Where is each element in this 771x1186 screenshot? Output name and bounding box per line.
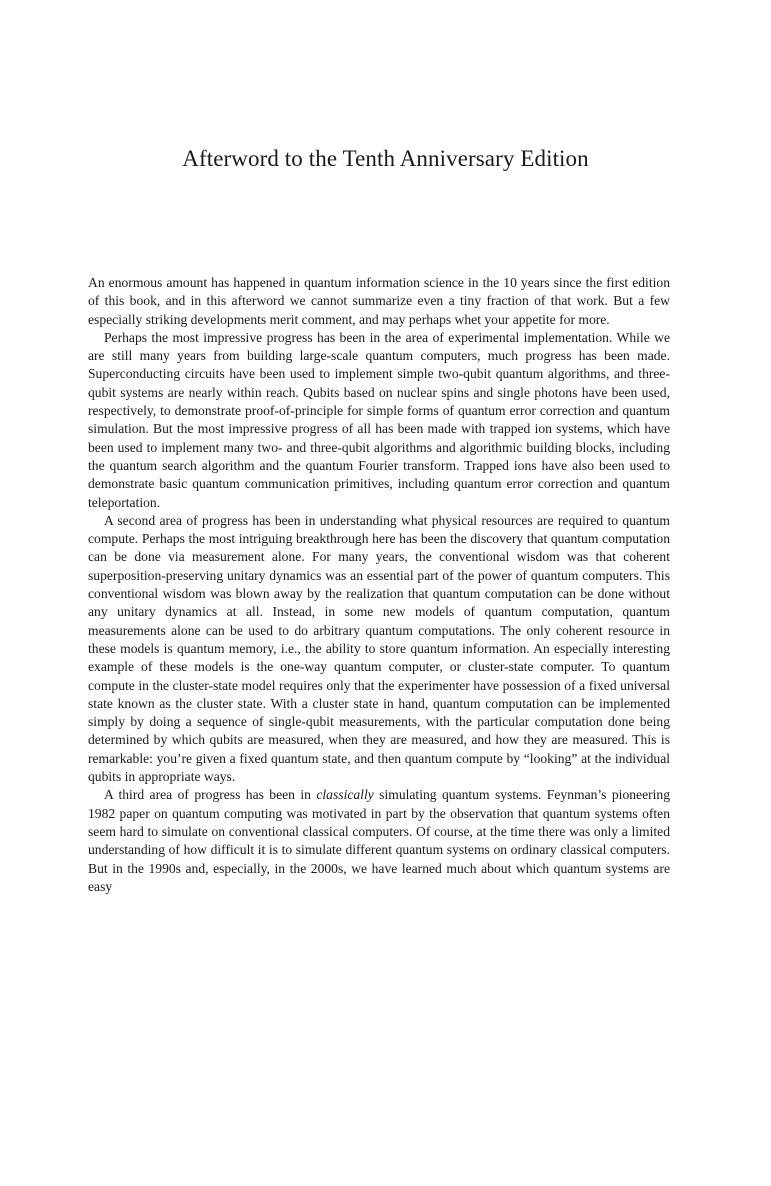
paragraph-4-start: A third area of progress has been in — [104, 787, 317, 803]
body-text — [88, 274, 670, 896]
paragraph-4 — [88, 786, 670, 896]
paragraph-1: An enormous amount has happened in quantum information science in the 10 years since the first edition of this book, and in this afterword we cannot summarize even a tiny fraction of that work. But a few especially striking developments merit comment, and may perhaps whet your appetite for more. — [88, 275, 670, 327]
paragraph-4-rest: simulating quantum systems. Feynman’s pioneering 1982 paper on quantum computing was motivated in part by the observation that quantum systems often seem hard to simulate on conventional classical computers. Of course, at the time there was only a limited understanding of how difficult it is to simulate different quantum systems on ordinary classical computers. But in the 1990s and, especially, in the 2000s, we have learned much about which quantum systems are easy — [88, 787, 671, 894]
chapter-title: Afterword to the Tenth Anniversary Edition — [182, 146, 589, 171]
emphasis-classically: classically — [316, 787, 374, 803]
paragraph-3: A second area of progress has been in understanding what physical resources are required to quantum compute. Perhaps the most intriguing breakthrough here has been the discovery that quantum computation can be done via measurement alone. For many years, the conventional wisdom was that coherent superposition-preserving unitary dynamics was an essential part of the power of quantum computers. This conventional wisdom was blown away by the realization that quantum computation can be done without any unitary dynamics at all. Instead, in some new models of quantum computation, quantum measurements alone can be used to do arbitrary quantum computations. The only coherent resource in these models is quantum memory, i.e., the ability to store quantum information. An especially interesting example of these models is the one-way quantum computer, or cluster-state computer. To quantum compute in the cluster-state model requires only that the experimenter have possession of a fixed universal state known as the cluster state. With a cluster state in hand, quantum computation can be implemented simply by doing a sequence of single-qubit measurements, with the particular computation done being determined by which qubits are measured, when they are measured, and how they are measured. This is remarkable: you’re given a fixed quantum state, and then quantum compute by “looking” at the individual qubits in appropriate ways. — [88, 512, 670, 785]
paragraph-2: Perhaps the most impressive progress has been in the area of experimental implementation. While we are still many years from building large-scale quantum computers, much progress has been made. Superconducting circuits have been used to implement simple two-qubit quantum algorithms, and three-qubit systems are nearly within reach. Qubits based on nuclear spins and single photons have been used, respectively, to demonstrate proof-of-principle for simple forms of quantum error correction and quantum simulation. But the most impressive progress of all has been made with trapped ion systems, which have been used to implement many two- and three-qubit algorithms and algorithmic building blocks, including the quantum search algorithm and the quantum Fourier transform. Trapped ions have also been used to demonstrate basic quantum communication primitives, including quantum error correction and quantum teleportation. — [88, 329, 670, 510]
